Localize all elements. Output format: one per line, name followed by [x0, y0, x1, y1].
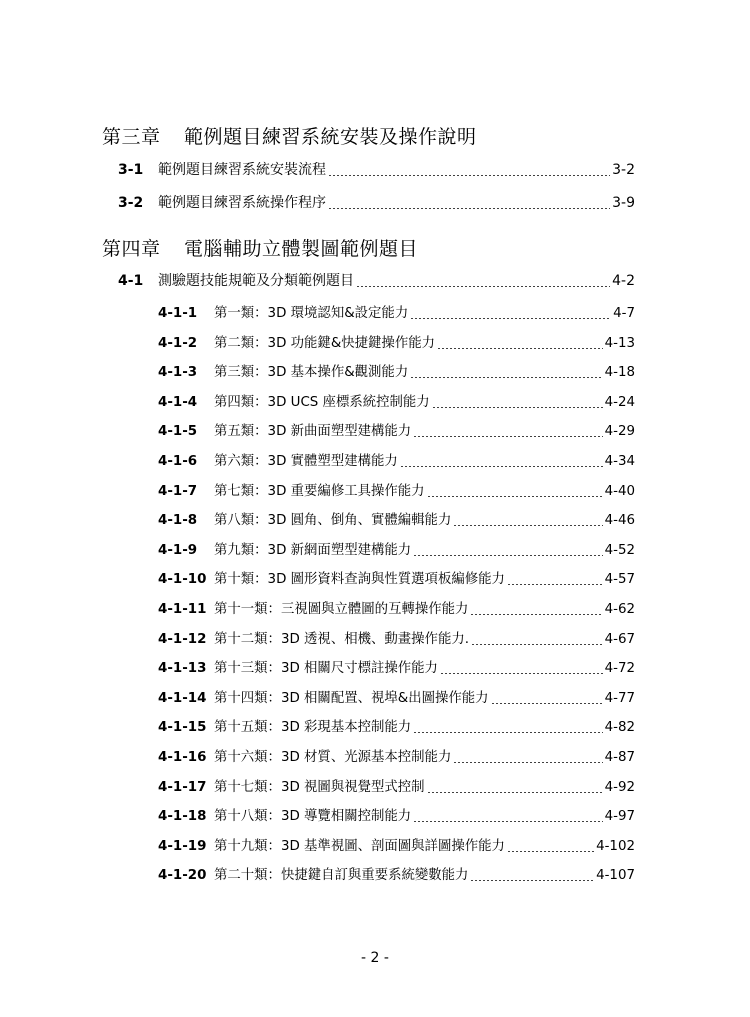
toc-entry-4-1-19[interactable] [158, 835, 635, 857]
toc-entry-4-1-20[interactable] [158, 864, 635, 886]
dot-leader [470, 614, 602, 615]
toc-entry-4-1-18[interactable] [158, 805, 635, 827]
entry-title: 範例題目練習系統安裝流程 [158, 162, 326, 178]
entry-page: 4-29 [604, 424, 635, 440]
dot-leader [440, 673, 603, 674]
dot-leader [413, 732, 602, 733]
entry-title: 第二類：3D 功能鍵&快捷鍵操作能力 [214, 335, 435, 351]
toc-entry-3-1[interactable] [118, 159, 635, 181]
entry-page: 4-46 [604, 513, 635, 529]
entry-number: 4-1-10 [158, 572, 207, 588]
dot-leader [470, 880, 594, 881]
entry-number: 4-1-20 [158, 868, 207, 884]
entry-number: 4-1-3 [158, 365, 198, 381]
entry-number: 4-1-9 [158, 542, 198, 558]
entry-page: 3-2 [612, 162, 635, 178]
dot-leader [356, 286, 610, 287]
toc-entry-4-1-10[interactable] [158, 568, 635, 590]
entry-title: 第十類：3D 圖形資料查詢與性質選項板編修能力 [214, 572, 505, 588]
entry-title: 第十七類：3D 視圖與視覺型式控制 [214, 779, 425, 795]
entry-page: 4-87 [604, 750, 635, 765]
entry-title: 第一類：3D 環境認知&設定能力 [214, 306, 409, 321]
entry-number: 3-1 [118, 162, 144, 178]
dot-leader [413, 555, 602, 556]
entry-number: 4-1-7 [158, 483, 198, 499]
toc-entry-4-1-17[interactable] [158, 776, 635, 798]
toc-entry-4-1-2[interactable] [158, 332, 635, 354]
dot-leader [491, 703, 603, 704]
entry-number: 4-1-6 [158, 454, 198, 469]
entry-number: 4-1 [118, 273, 144, 289]
entry-title: 第十一類：三視圖與立體圖的互轉操作能力 [214, 602, 469, 617]
toc-entry-4-1-16[interactable] [158, 746, 635, 768]
toc-entry-4-1-7[interactable] [158, 480, 635, 502]
entry-number: 4-1-13 [158, 661, 207, 677]
entry-page: 4-57 [604, 572, 635, 588]
entry-title: 第十五類：3D 彩現基本控制能力 [214, 720, 412, 736]
entry-title: 第五類：3D 新曲面塑型建構能力 [214, 424, 412, 440]
entry-page: 4-62 [604, 602, 635, 617]
entry-title: 第十八類：3D 導覽相關控制能力 [214, 809, 412, 825]
entry-page: 4-77 [604, 690, 635, 706]
entry-page: 4-13 [604, 335, 635, 351]
entry-page: 4-107 [596, 868, 635, 884]
dot-leader [413, 821, 602, 822]
toc-entry-4-1-11[interactable] [158, 598, 635, 620]
toc-entry-4-1-6[interactable] [158, 450, 635, 472]
entry-number: 4-1-15 [158, 720, 207, 736]
entry-number: 4-1-11 [158, 602, 207, 617]
toc-entry-4-1-15[interactable] [158, 716, 635, 738]
chapter-4-heading [102, 234, 418, 261]
entry-number: 4-1-12 [158, 631, 207, 647]
entry-title: 第十六類：3D 材質、光源基本控制能力 [214, 750, 452, 765]
entry-number: 4-1-19 [158, 838, 207, 854]
toc-entry-4-1-8[interactable] [158, 509, 635, 531]
entry-number: 4-1-2 [158, 335, 198, 351]
toc-entry-4-1-3[interactable] [158, 361, 635, 383]
entry-title: 第七類：3D 重要編修工具操作能力 [214, 483, 425, 499]
entry-number: 4-1-5 [158, 424, 198, 440]
dot-leader [328, 175, 610, 176]
toc-entry-4-1-13[interactable] [158, 657, 635, 679]
dot-leader [410, 377, 602, 378]
entry-title: 第八類：3D 圓角、倒角、實體編輯能力 [214, 513, 452, 529]
dot-leader [507, 584, 603, 585]
entry-page: 4-2 [612, 273, 635, 289]
toc-entry-4-1-1[interactable] [158, 302, 635, 324]
entry-page: 4-97 [604, 809, 635, 825]
entry-number: 4-1-1 [158, 306, 198, 321]
dot-leader [453, 762, 602, 763]
entry-page: 4-72 [604, 661, 635, 677]
entry-page: 4-82 [604, 720, 635, 736]
entry-title: 第十三類：3D 相關尺寸標註操作能力 [214, 661, 438, 677]
entry-page: 4-40 [604, 483, 635, 499]
entry-number: 4-1-14 [158, 690, 207, 706]
entry-page: 4-67 [604, 631, 635, 647]
entry-title: 第三類：3D 基本操作&觀測能力 [214, 365, 409, 381]
page-number: - 2 - [361, 950, 389, 966]
entry-number: 4-1-18 [158, 809, 207, 825]
toc-entry-4-1-9[interactable] [158, 539, 635, 561]
entry-page: 4-24 [604, 394, 635, 410]
entry-title: 第二十類：快捷鍵自訂與重要系統變數能力 [214, 868, 469, 884]
toc-entry-4-1[interactable] [118, 270, 635, 292]
chapter-title: 電腦輔助立體製圖範例題目 [184, 238, 419, 260]
entry-title: 第十二類：3D 透視、相機、動畫操作能力. [214, 631, 469, 647]
dot-leader [471, 644, 603, 645]
entry-page: 4-7 [613, 306, 635, 321]
entry-title: 範例題目練習系統操作程序 [158, 195, 326, 211]
entry-page: 3-9 [612, 195, 635, 211]
toc-entry-4-1-5[interactable] [158, 420, 635, 442]
dot-leader [400, 466, 603, 467]
dot-leader [437, 348, 603, 349]
toc-entry-3-2[interactable] [118, 192, 635, 214]
dot-leader [328, 208, 610, 209]
entry-title: 第四類：3D UCS 座標系統控制能力 [214, 394, 430, 410]
dot-leader [427, 496, 603, 497]
toc-entry-4-1-14[interactable] [158, 687, 635, 709]
dot-leader [427, 792, 603, 793]
dot-leader [432, 407, 603, 408]
entry-page: 4-102 [596, 838, 635, 854]
entry-page: 4-92 [604, 779, 635, 795]
toc-entry-4-1-4[interactable] [158, 391, 635, 413]
dot-leader [410, 318, 611, 319]
dot-leader [413, 436, 602, 437]
entry-page: 4-52 [604, 542, 635, 558]
entry-page: 4-18 [604, 365, 635, 381]
chapter-3-heading [102, 122, 477, 149]
entry-title: 第六類：3D 實體塑型建構能力 [214, 454, 398, 469]
entry-number: 4-1-4 [158, 394, 198, 410]
entry-page: 4-34 [604, 454, 635, 469]
entry-number: 4-1-16 [158, 750, 207, 765]
dot-leader [507, 851, 594, 852]
entry-number: 4-1-8 [158, 513, 198, 529]
toc-entry-4-1-12[interactable] [158, 628, 635, 650]
chapter-label: 第三章 [102, 126, 161, 148]
dot-leader [453, 525, 602, 526]
chapter-title: 範例題目練習系統安裝及操作說明 [184, 126, 477, 148]
entry-number: 3-2 [118, 195, 144, 211]
entry-title: 第十九類：3D 基準視圖、剖面圖與詳圖操作能力 [214, 838, 505, 854]
entry-title: 第十四類：3D 相關配置、視埠&出圖操作能力 [214, 690, 489, 706]
entry-number: 4-1-17 [158, 779, 207, 795]
entry-title: 測驗題技能規範及分類範例題目 [158, 273, 354, 289]
entry-title: 第九類：3D 新網面塑型建構能力 [214, 542, 412, 558]
chapter-label: 第四章 [102, 238, 161, 260]
